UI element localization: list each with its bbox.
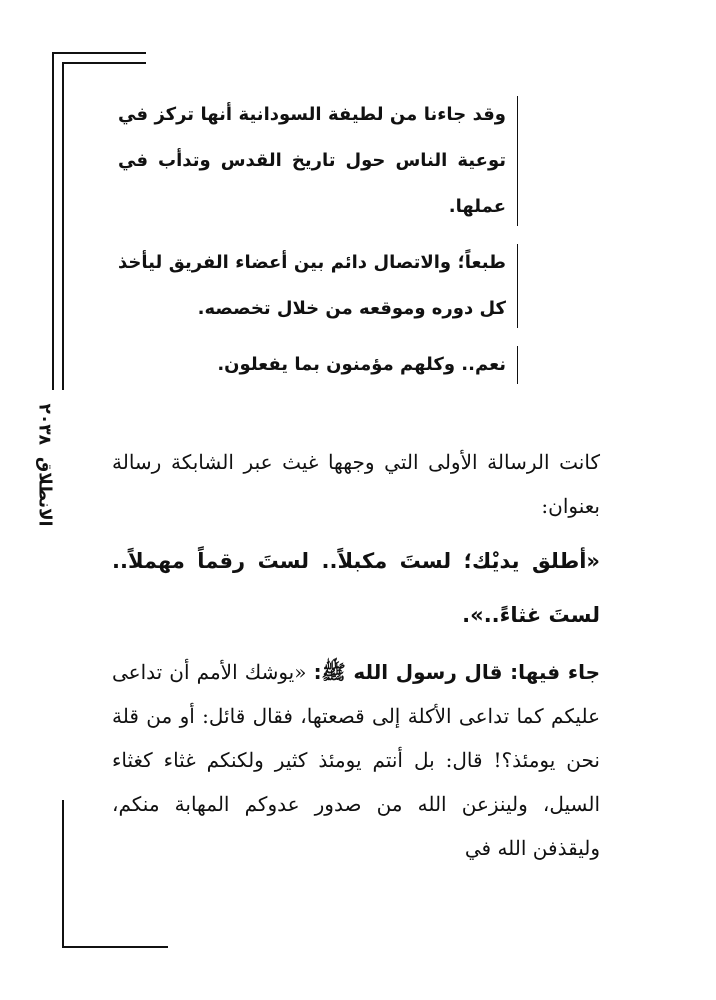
intro-paragraph: كانت الرسالة الأولى التي وجهها غيث عبر الشابكة رسالة بعنوان: xyxy=(112,450,600,518)
quote-text: طبعاً؛ والاتصال دائم بين أعضاء الفريق ليأخذ كل دوره وموقعه من خلال تخصصه. xyxy=(118,252,506,319)
book-title: الانطلاق xyxy=(34,456,55,527)
title-quote-section xyxy=(112,534,600,642)
book-year: ٢٠٣٨ xyxy=(34,403,55,446)
title-quote: «أطلق يديْك؛ لستَ مكبلاً.. لستَ رقماً مهملاً.. لستَ غثاءً..». xyxy=(112,549,600,627)
frame-bottom-left xyxy=(62,800,64,948)
frame-top-outer xyxy=(52,52,146,54)
hadith-section xyxy=(112,650,600,870)
hadith-paragraph xyxy=(112,650,600,870)
hadith-text: «يوشك الأمم أن تداعى عليكم كما تداعى الأكلة إلى قصعتها، فقال قائل: أو من قلة نحن يومئذ؟! قال: بل أنتم يومئذ كثير ولكنكم غثاء كغثاء السيل، ولينزعن الله من صدور عدوكم المهابة منكم، وليقذفن الله في xyxy=(112,660,600,860)
frame-top-inner xyxy=(62,62,146,64)
hadith-lead: جاء فيها: قال رسول الله ﷺ: xyxy=(313,660,600,684)
frame-bottom-rule xyxy=(62,946,168,948)
intro-section xyxy=(112,440,600,528)
quote-text: نعم.. وكلهم مؤمنون بما يفعلون. xyxy=(217,354,506,375)
frame-left-inner xyxy=(62,62,64,390)
quote-block xyxy=(118,240,518,332)
quote-block xyxy=(118,92,518,230)
frame-left-outer xyxy=(52,52,54,390)
quote-block xyxy=(118,342,518,388)
quote-text: وقد جاءنا من لطيفة السودانية أنها تركز في توعية الناس حول تاريخ القدس وتدأب في عملها. xyxy=(118,104,506,217)
running-header xyxy=(24,400,64,530)
dialogue-quotes xyxy=(118,92,518,398)
